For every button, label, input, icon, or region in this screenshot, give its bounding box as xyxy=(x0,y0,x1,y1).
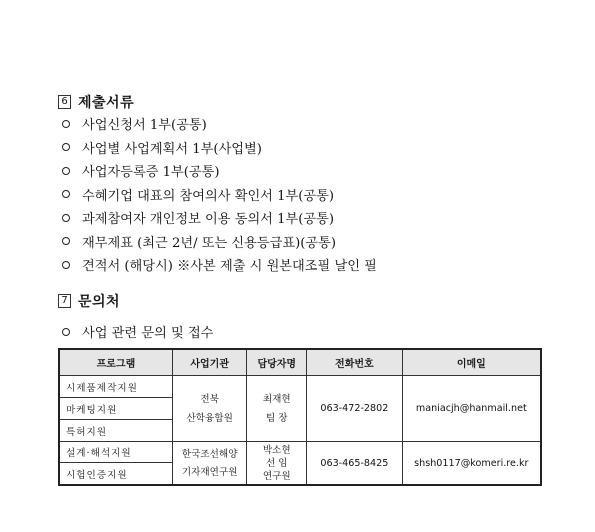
bullet-icon xyxy=(62,214,70,222)
table-row xyxy=(59,376,541,398)
email-cell[interactable]: maniacjh@hanmail.net xyxy=(402,376,541,442)
bullet-icon xyxy=(62,143,70,151)
list-item: 사업신청서 1부(공통) xyxy=(62,112,377,136)
contact-table xyxy=(58,348,542,486)
program-name: 마케팅지원 xyxy=(59,398,172,420)
phone-cell: 063-465-8425 xyxy=(307,442,403,486)
bullet-icon xyxy=(62,261,70,269)
section-title: 문의처 xyxy=(78,294,121,310)
bullet-icon xyxy=(62,167,70,175)
bullet-icon xyxy=(62,120,70,128)
list-item: 사업 관련 문의 및 접수 xyxy=(62,320,213,344)
program-name: 특허지원 xyxy=(59,420,172,442)
section-title: 제출서류 xyxy=(78,95,135,111)
program-name: 시제품제작지원 xyxy=(59,376,172,398)
section-6-heading xyxy=(58,92,134,112)
header-agency: 사업기관 xyxy=(172,349,247,376)
required-documents-list xyxy=(62,112,377,277)
header-program: 프로그램 xyxy=(59,349,172,376)
phone-cell: 063-472-2802 xyxy=(307,376,403,442)
header-phone: 전화번호 xyxy=(307,349,403,376)
list-item: 수혜기업 대표의 참여의사 확인서 1부(공통) xyxy=(62,183,377,207)
section-number-box: 7 xyxy=(58,294,71,308)
header-email: 이메일 xyxy=(402,349,541,376)
agency-cell: 전북 산학융합원 xyxy=(172,376,247,442)
bullet-icon xyxy=(62,237,70,245)
manager-cell: 박소현 선 임 연구원 xyxy=(247,442,307,486)
list-item: 사업별 사업계획서 1부(사업별) xyxy=(62,136,377,160)
list-item: 사업자등록증 1부(공통) xyxy=(62,159,377,183)
list-item: 과제참여자 개인정보 이용 동의서 1부(공통) xyxy=(62,206,377,230)
program-name: 설계·해석지원 xyxy=(59,442,172,463)
bullet-icon xyxy=(62,190,70,198)
list-item: 재무제표 (최근 2년/ 또는 신용등급표)(공통) xyxy=(62,230,377,254)
manager-cell: 최재현 팀 장 xyxy=(247,376,307,442)
section-7-heading xyxy=(58,291,120,311)
program-name: 시험인증지원 xyxy=(59,463,172,486)
agency-cell: 한국조선해양 기자재연구원 xyxy=(172,442,247,486)
table-header-row xyxy=(59,349,541,376)
table-row xyxy=(59,442,541,463)
section-number-box: 6 xyxy=(58,95,71,109)
inquiry-list xyxy=(62,320,213,344)
email-cell[interactable]: shsh0117@komeri.re.kr xyxy=(402,442,541,486)
bullet-icon xyxy=(62,328,70,336)
header-manager: 담당자명 xyxy=(247,349,307,376)
list-item: 견적서 (해당시) ※사본 제출 시 원본대조필 날인 필 xyxy=(62,253,377,277)
